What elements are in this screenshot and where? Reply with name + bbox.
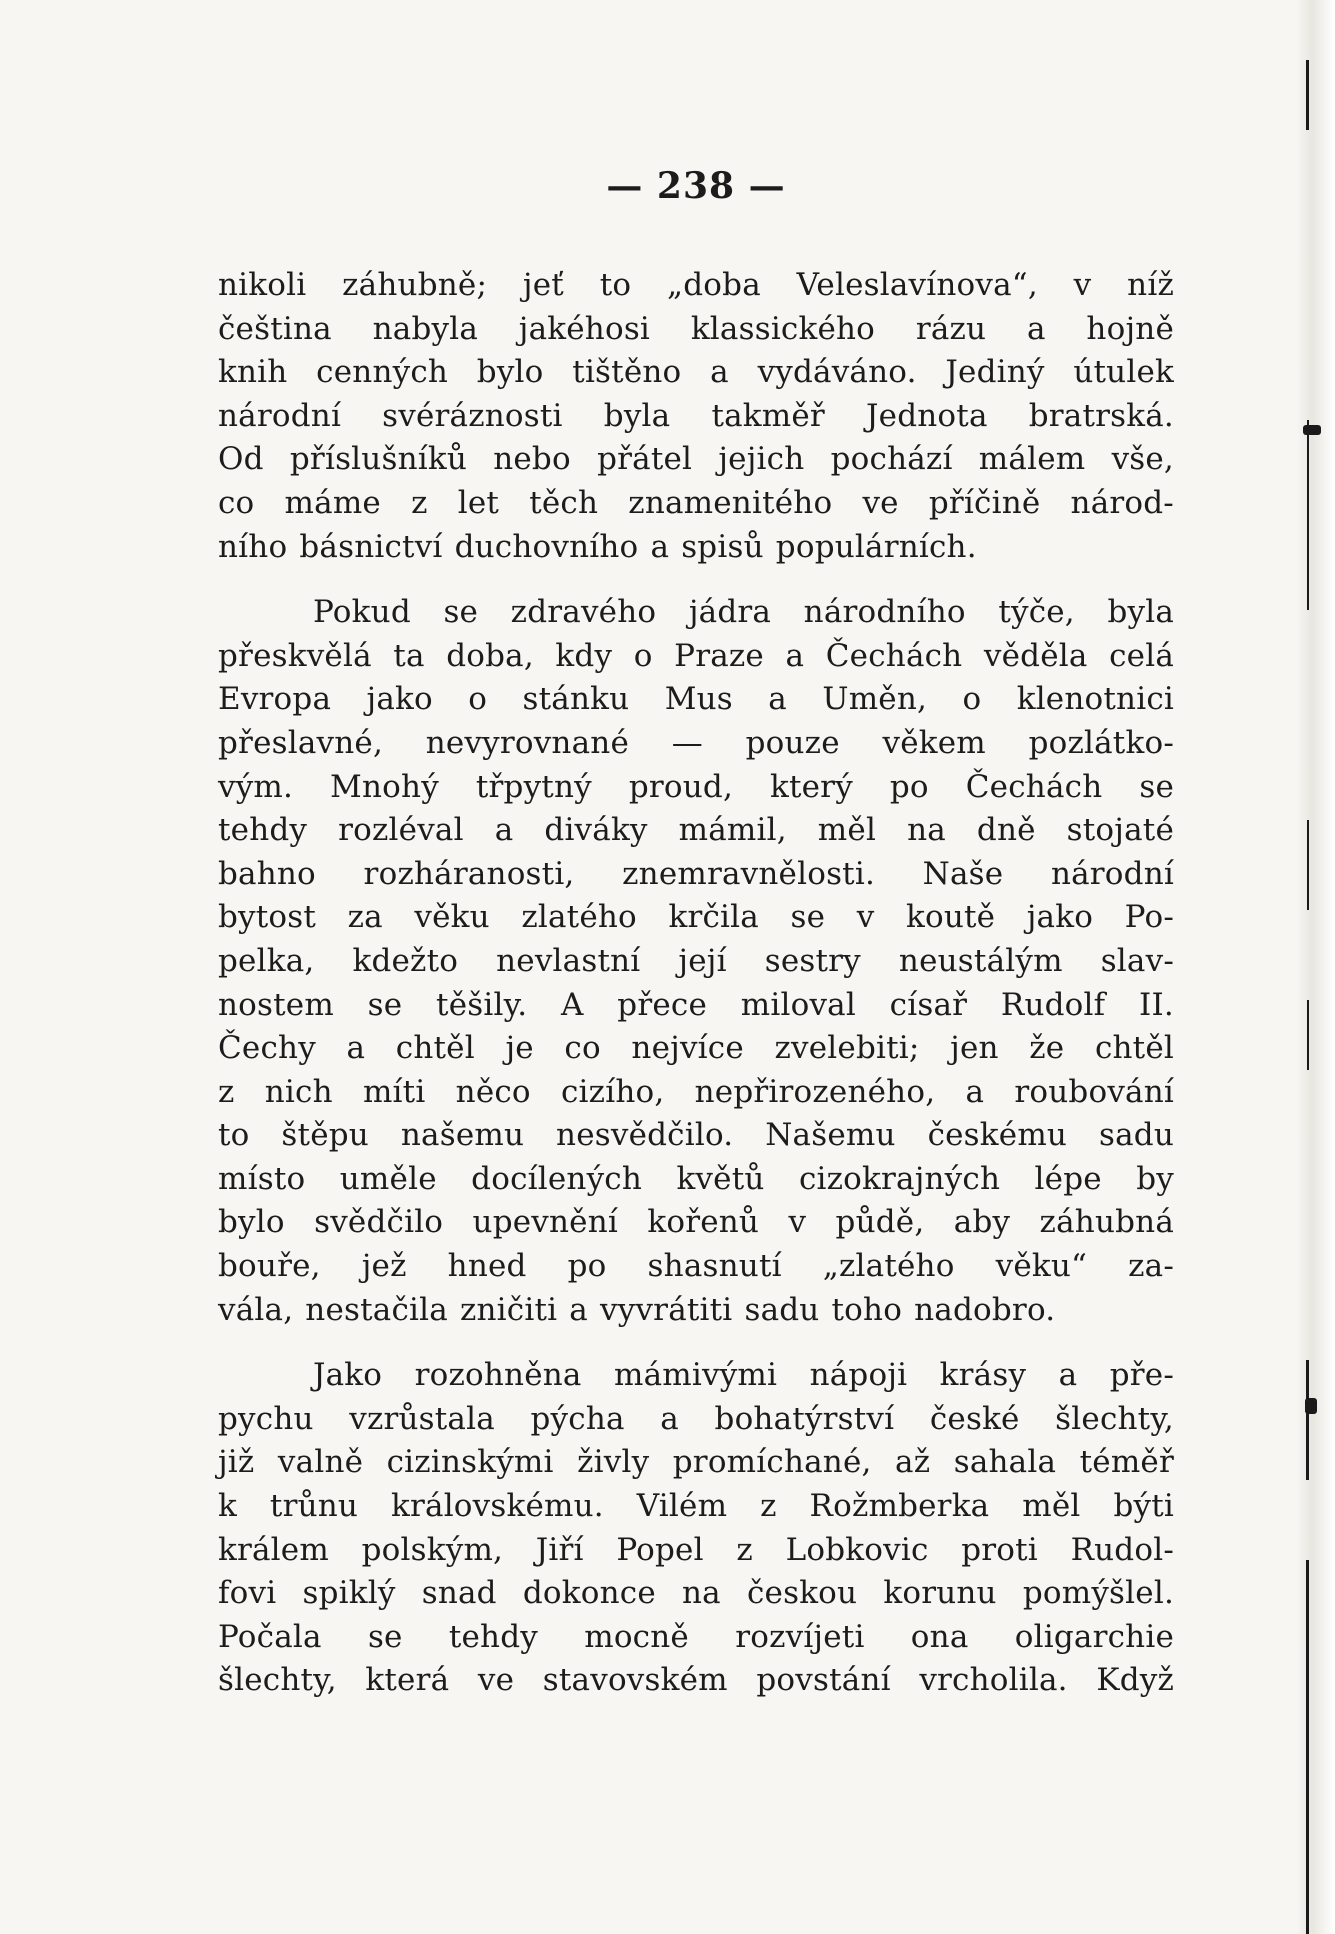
text-line: k trůnu královskému. Vilém z Rožmberka měl býti <box>218 1488 1174 1525</box>
text-line: přeslavné, nevyrovnané — pouze věkem pozlátko- <box>218 724 1174 761</box>
text-line: nikoli záhubně; jeť to „doba Veleslavínova“, v níž <box>218 267 1174 303</box>
text-line: již valně cizinskými živly promíchané, až sahala téměř <box>218 1444 1174 1481</box>
text-line: Evropa jako o stánku Mus a Uměn, o klenotnici <box>218 681 1174 718</box>
text-line: tehdy rozléval a diváky mámil, měl na dně stojaté <box>218 812 1174 849</box>
text-line: Čechy a chtěl je co nejvíce zvelebiti; jen že chtěl <box>218 1030 1174 1067</box>
text-line: pelka, kdežto nevlastní její sestry neustálým slav- <box>218 942 1174 979</box>
text-line: Počala se tehdy mocně rozvíjeti ona oligarchie <box>218 1618 1174 1655</box>
text-line: šlechty, která ve stavovském povstání vrcholila. Když <box>218 1662 1174 1699</box>
paragraph <box>218 591 1174 1332</box>
paragraph <box>218 264 1174 569</box>
text-block <box>218 160 1174 1725</box>
text-line: pychu vzrůstala pýcha a bohatýrství české šlechty, <box>218 1400 1174 1437</box>
edge-ink-blot <box>1305 1398 1317 1414</box>
text-line: místo uměle docílených květů cizokrajných lépe by <box>218 1160 1174 1197</box>
text-line: bylo svědčilo upevnění kořenů v půdě, aby záhubná <box>218 1204 1174 1241</box>
edge-binding-mark <box>1306 1560 1309 1934</box>
text-line: bytost za věku zlatého krčila se v koutě jako Po- <box>218 899 1174 936</box>
text-line: vála, nestačila zničiti a vyvrátiti sadu toho nadobro. <box>218 1291 1056 1328</box>
paragraph <box>218 1354 1174 1703</box>
text-line: bahno rozháranosti, znemravnělosti. Naše národní <box>218 855 1174 892</box>
text-line: národní svéráznosti byla takměř Jednota bratrská. <box>218 397 1174 434</box>
text-line: fovi spiklý snad dokonce na českou korunu pomýšlel. <box>218 1575 1174 1612</box>
text-line: vým. Mnohý třpytný proud, který po Čechách se <box>218 768 1174 805</box>
page-number: — 238 — <box>606 165 786 207</box>
text-line: nostem se těšily. A přece miloval císař Rudolf II. <box>218 986 1174 1023</box>
text-line: to štěpu našemu nesvědčilo. Našemu českému sadu <box>218 1117 1174 1154</box>
edge-binding-mark <box>1307 1000 1309 1070</box>
text-line: bouře, jež hned po shasnutí „zlatého věku“ za- <box>218 1248 1174 1285</box>
text-line: čeština nabyla jakéhosi klassického rázu a hojně <box>218 310 1174 347</box>
page-edge-shadow <box>1297 0 1335 1934</box>
text-line: knih cenných bylo tištěno a vydáváno. Jediný útulek <box>218 354 1174 391</box>
text-line: Pokud se zdravého jádra národního týče, byla <box>313 594 1174 631</box>
text-line: přeskvělá ta doba, kdy o Praze a Čechách věděla celá <box>218 637 1174 674</box>
edge-binding-mark <box>1306 1360 1309 1480</box>
edge-binding-mark <box>1307 820 1309 910</box>
edge-ink-blot <box>1303 425 1321 435</box>
text-line: králem polským, Jiří Popel z Lobkovic proti Rudol- <box>218 1531 1174 1568</box>
text-line: ního básnictví duchovního a spisů populárních. <box>218 528 977 565</box>
text-line: co máme z let těch znamenitého ve příčině národ- <box>218 484 1174 521</box>
text-line: Jako rozohněna mámivými nápoji krásy a pře- <box>313 1357 1174 1394</box>
edge-binding-mark <box>1307 420 1309 610</box>
text-line: z nich míti něco cizího, nepřirozeného, a roubování <box>218 1073 1174 1110</box>
text-line: Od příslušníků nebo přátel jejich pochází málem vše, <box>218 441 1174 478</box>
edge-binding-mark <box>1306 60 1309 130</box>
body-text <box>218 264 1174 1703</box>
